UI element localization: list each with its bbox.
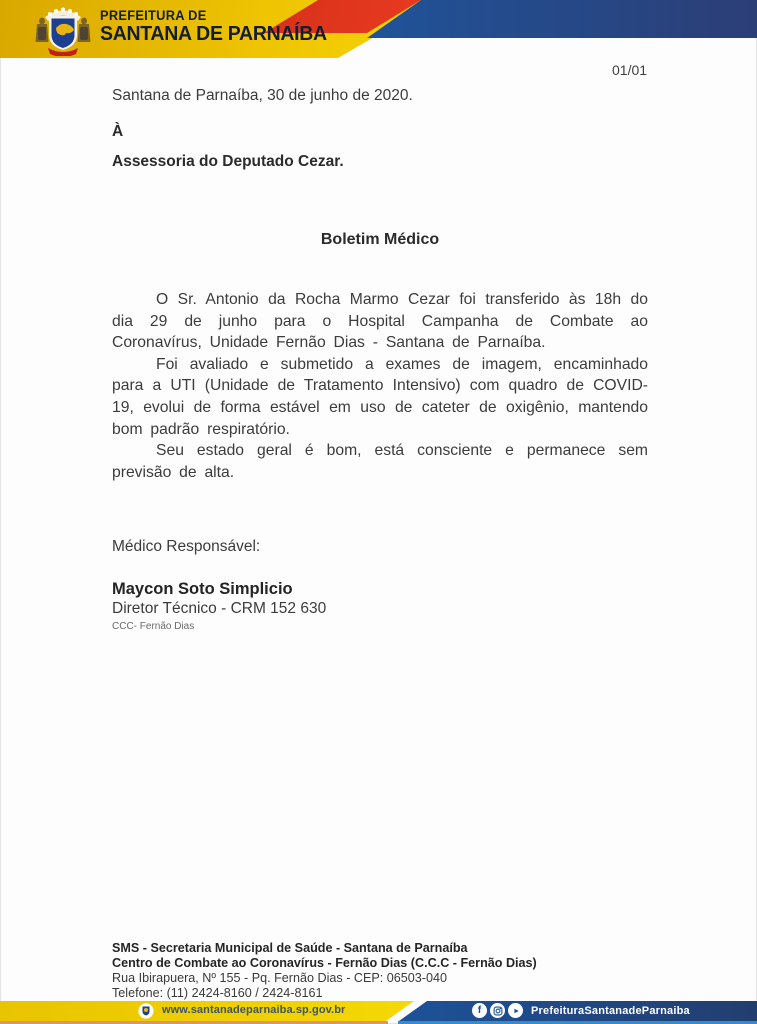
footer-line-endereco: Rua Ibirapuera, Nº 155 - Pq. Fernão Dias - CEP: 06503-040	[112, 971, 448, 985]
signature-role: Diretor Técnico - CRM 152 630	[112, 600, 327, 617]
signature-unit: CCC- Fernão Dias	[112, 621, 195, 632]
mini-coat-of-arms-icon	[138, 1003, 154, 1019]
instagram-icon	[490, 1003, 505, 1018]
social-handle: PrefeituraSantanadeParnaiba	[531, 1005, 690, 1017]
letterhead	[0, 0, 757, 58]
paragraph-1: O Sr. Antonio da Rocha Marmo Cezar foi transferido às 18h do dia 29 de junho para o Hospital Campanha de Combate ao Coronavírus, Unidade Fernão Dias - Santana de Parnaíba.	[112, 291, 648, 352]
footer-bar	[0, 1001, 757, 1021]
recipient-line: Assessoria do Deputado Cezar.	[112, 153, 344, 170]
footer-line-secretaria: SMS - Secretaria Municipal de Saúde - Santana de Parnaíba	[112, 941, 468, 955]
website-url: www.santanadeparnaiba.sp.gov.br	[162, 1004, 346, 1016]
letter-body	[112, 289, 648, 483]
paragraph-2: Foi avaliado e submetido a exames de imagem, encaminhado para a UTI (Unidade de Tratamento Intensivo) com quadro de COVID-19, evolui de forma estável em uso de cateter de oxigênio, mantendo bom padrão respiratório.	[112, 355, 648, 438]
document-title: Boletim Médico	[320, 231, 440, 248]
footer-line-centro: Centro de Combate ao Coronavírus - Fernão Dias (C.C.C - Fernão Dias)	[112, 956, 537, 970]
signature-name: Maycon Soto Simplicio	[112, 580, 293, 598]
footer-contact-block	[112, 941, 537, 1001]
youtube-icon	[508, 1003, 523, 1018]
footer-line-telefone: Telefone: (11) 2424-8160 / 2424-8161	[112, 986, 323, 1000]
date-line: Santana de Parnaíba, 30 de junho de 2020.	[112, 87, 413, 104]
org-name	[100, 9, 327, 45]
facebook-icon: f	[472, 1003, 487, 1018]
org-name-line1: PREFEITURA DE	[100, 8, 207, 23]
paragraph-3: Seu estado geral é bom, está consciente e permanece sem previsão de alta.	[112, 442, 648, 481]
org-name-line2: SANTANA DE PARNAÍBA	[100, 22, 327, 46]
salutation: À	[112, 123, 124, 140]
page-number: 01/01	[612, 62, 648, 78]
coat-of-arms-logo	[28, 3, 98, 56]
signature-block	[112, 580, 326, 632]
social-icons	[472, 1003, 523, 1018]
responsible-label: Médico Responsável:	[112, 538, 261, 555]
